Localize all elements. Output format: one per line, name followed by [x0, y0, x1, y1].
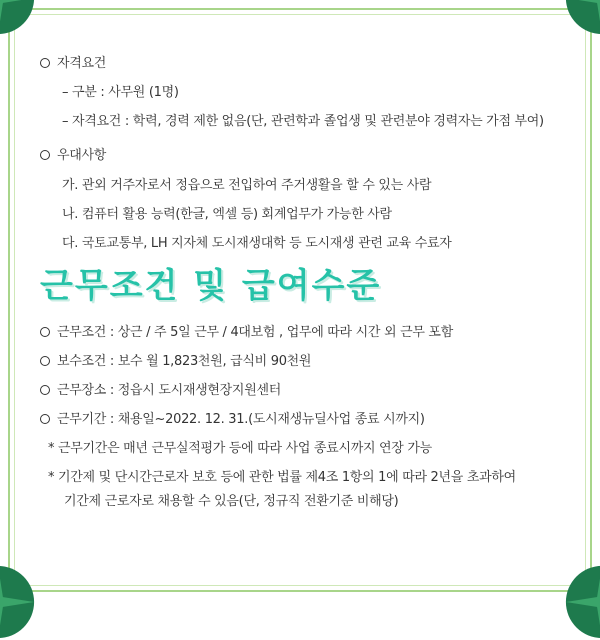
circle-bullet-icon	[40, 58, 50, 68]
qualification-section-title: 자격요건	[40, 55, 106, 73]
circle-bullet-icon	[40, 327, 50, 337]
condition-item: 보수조건 : 보수 월 1,823천원, 급식비 90천원	[40, 353, 311, 371]
note-item: * 기간제 및 단시간근로자 보호 등에 관한 법률 제4조 1항의 1에 따라 2년을 초과하여	[48, 470, 516, 485]
condition-item: 근무기간 : 채용일~2022. 12. 31.(도시재생뉴딜사업 종료 시까지)	[40, 411, 425, 429]
preference-item: 다. 국토교통부, LH 지자체 도시재생대학 등 도시재생 관련 교육 수료자	[62, 236, 452, 251]
condition-item: 근무조건 : 상근 / 주 5일 근무 / 4대보험 , 업무에 따라 시간 외 근무 포함	[40, 324, 453, 342]
circle-bullet-icon	[40, 414, 50, 424]
note-item: * 근무기간은 매년 근무실적평가 등에 따라 사업 종료시까지 연장 가능	[48, 441, 432, 456]
condition-item: 근무장소 : 정읍시 도시재생현장지원센터	[40, 382, 281, 400]
circle-bullet-icon	[40, 356, 50, 366]
qualification-item: – 구분 : 사무원 (1명)	[62, 85, 179, 100]
preference-section-title: 우대사항	[40, 147, 106, 165]
preference-item: 가. 관외 거주자로서 정읍으로 전입하여 주거생활을 할 수 있는 사람	[62, 178, 432, 193]
note-item-continuation: 기간제 근로자로 채용할 수 있음(단, 정규직 전환기준 비해당)	[64, 494, 399, 509]
preference-item: 나. 컴퓨터 활용 능력(한글, 엑셀 등) 회계업무가 가능한 사람	[62, 207, 392, 222]
page-heading: 근무조건 및 급여수준	[40, 266, 382, 306]
circle-bullet-icon	[40, 385, 50, 395]
circle-bullet-icon	[40, 150, 50, 160]
qualification-item: – 자격요건 : 학력, 경력 제한 없음(단, 관련학과 졸업생 및 관련분야 경력자는 가점 부여)	[62, 114, 544, 129]
